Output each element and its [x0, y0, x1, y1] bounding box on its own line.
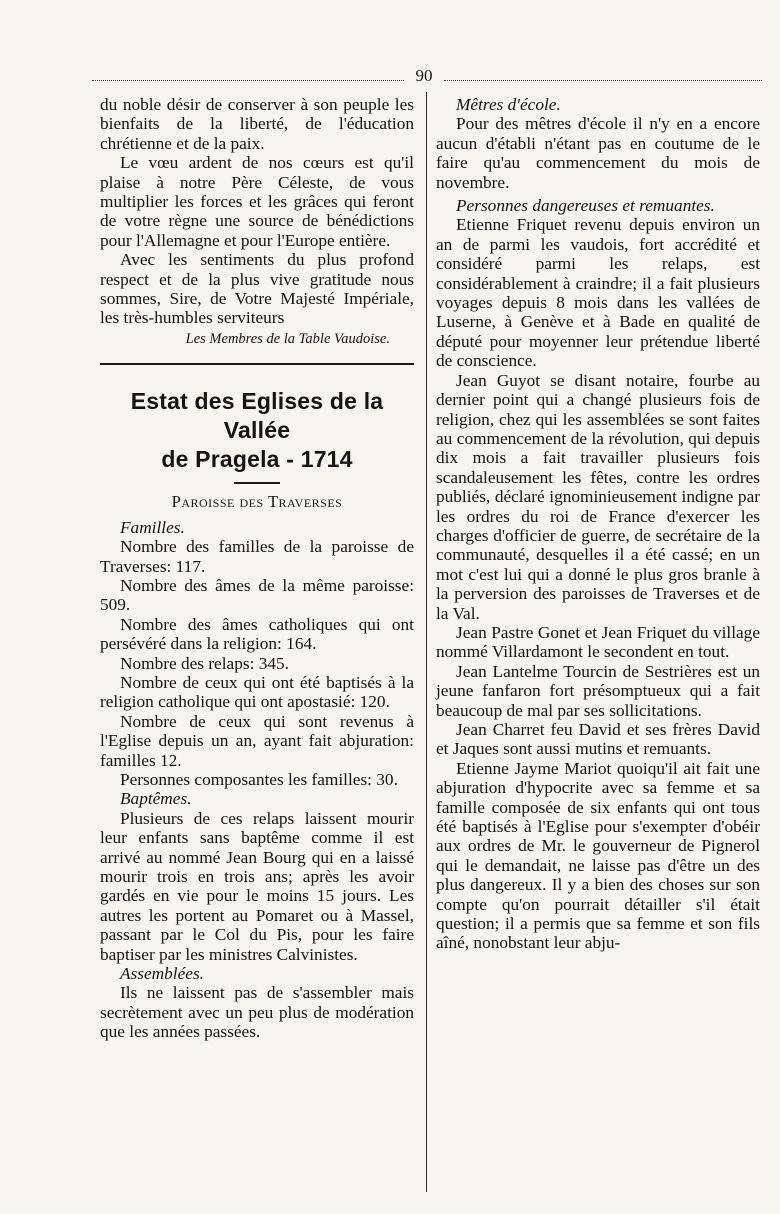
page-header	[92, 66, 762, 86]
section-title-line-1: Estat des Eglises de la Vallée	[130, 388, 384, 444]
heading-metres: Mêtres d'école.	[456, 95, 561, 114]
letter-paragraph-2: Le vœu ardent de nos cœurs est qu'il plaise à notre Père Céleste, de vous multiplier les forces et les grâces qui feront de votre règne une source de bénédictions pour l'Allemagne et pour l'Europe entière.	[100, 153, 414, 250]
familles-item-1: Nombre des familles de la paroisse de Traverses: 117.	[100, 537, 414, 576]
familles-item-5: Nombre de ceux qui ont été baptisés à la religion catholique qui ont apostasié: 120.	[100, 672, 414, 712]
heading-personnes: Personnes dangereuses et remuantes.	[456, 196, 715, 216]
familles-item-2: Nombre des âmes de la même paroisse: 509.	[100, 575, 414, 615]
section-title-line-2: de Pragela - 1714	[161, 446, 353, 473]
personne-paragraph-4: Jean Lantelme Tourcin de Sestrières est un jeune fanfaron fort présomptueux qui a fait beaucoup de mal par ses sollicitations.	[436, 661, 760, 720]
familles-item-6: Nombre de ceux qui sont revenus à l'Eglise depuis un an, ayant fait abjuration: familles 12.	[100, 711, 414, 770]
heading-assemblees: Assemblées.	[120, 964, 204, 984]
header-rule-left	[92, 80, 404, 81]
letter-paragraph-1: du noble désir de conserver à son peuple les bienfaits de la liberté, de l'éducation chrétienne et de la paix.	[100, 95, 414, 153]
personne-paragraph-5: Jean Charret feu David et ses frères David et Jaques sont aussi mutins et remuants.	[436, 720, 760, 759]
header-rule-right	[444, 80, 762, 81]
baptemes-paragraph: Plusieurs de ces relaps laissent mourir leur enfants sans baptême comme il est arrivé au nommé Jean Bourg qui en a laissé mourir trois en trois ans; après les avoir gardés en vie pour le moins 15 jours. Les autres les portent au Pomaret ou à Massel, passant par le Col du Pis, pour les faire baptiser par les ministres Calvinistes.	[100, 808, 414, 964]
personne-paragraph-2: Jean Guyot se disant notaire, fourbe au dernier point qui a changé plusieurs fois de religion, chez qui les assemblées se sont faites au commencement de la révolution, qui depuis dix mois a fait travailler plusieurs fois scandaleusement les fêtes, contre les ordres publiés, déclaré ignominieusement indigne par les ordres du roi de France d'exercer les charges d'officier de guerre, de secrétaire de la communauté, desquelles il a été cassé; en un mot c'est lui qui a donné le plus gros branle à la perversion des paroisses de Traverses et de la Val.	[436, 370, 760, 623]
personne-paragraph-3: Jean Pastre Gonet et Jean Friquet du village nommé Villardamont le secondent en tout.	[436, 622, 760, 662]
section-title	[100, 387, 414, 474]
heading-baptemes: Baptêmes.	[120, 789, 192, 809]
right-column	[436, 95, 760, 953]
title-dash	[234, 482, 280, 484]
letter-paragraph-3: Avec les sentiments du plus profond respect et de la plus vive gratitude nous sommes, Sire, de Votre Majesté Impériale, les très-humbles serviteurs	[100, 250, 414, 328]
letter-signature: Les Membres de la Table Vaudoise.	[185, 330, 390, 347]
section-divider	[100, 363, 414, 365]
metres-paragraph: Pour des mêtres d'école il n'y en a encore aucun d'établi n'étant pas en coutume de le faire qu'au commencement du mois de novembre.	[436, 114, 760, 192]
personne-paragraph-1: Etienne Friquet revenu depuis environ un an de parmi les vaudois, fort accrédité et considéré parmi les relaps, est considérablement à craindre; il a fait plusieurs voyages depuis 8 mois dans les vallées de Luserne, à Genève et à Bade en qualité de député pour moyenner leur prétendue liberté de conscience.	[436, 215, 760, 371]
column-divider	[426, 92, 427, 1192]
assemblees-paragraph: Ils ne laissent pas de s'assembler mais secrètement avec un peu plus de modération que les années passées.	[100, 983, 414, 1042]
familles-item-3: Nombre des âmes catholiques qui ont persévéré dans la religion: 164.	[100, 614, 414, 654]
personne-paragraph-6: Etienne Jayme Mariot quoiqu'il ait fait une abjuration d'hypocrite avec sa femme et sa famille composée de six enfants qui ont tous été baptisés à l'Eglise pour s'exempter d'obéir aux ordres de Mr. le gouverneur de Pignerol qui le demandait, ne laisse pas d'être un des plus dangereux. Il y a bien des choses sur son compte qu'on pourrait détailler s'il était question; il a permis que sa femme et son fils aîné, nonobstant leur abju-	[436, 758, 760, 953]
parish-heading: Paroisse des Traverses	[171, 492, 343, 512]
familles-item-4: Nombre des relaps: 345.	[120, 653, 289, 673]
left-column	[100, 95, 414, 1042]
familles-item-7: Personnes composantes les familles: 30.	[120, 769, 398, 789]
page-number: 90	[415, 66, 433, 85]
heading-familles: Familles.	[120, 517, 185, 537]
